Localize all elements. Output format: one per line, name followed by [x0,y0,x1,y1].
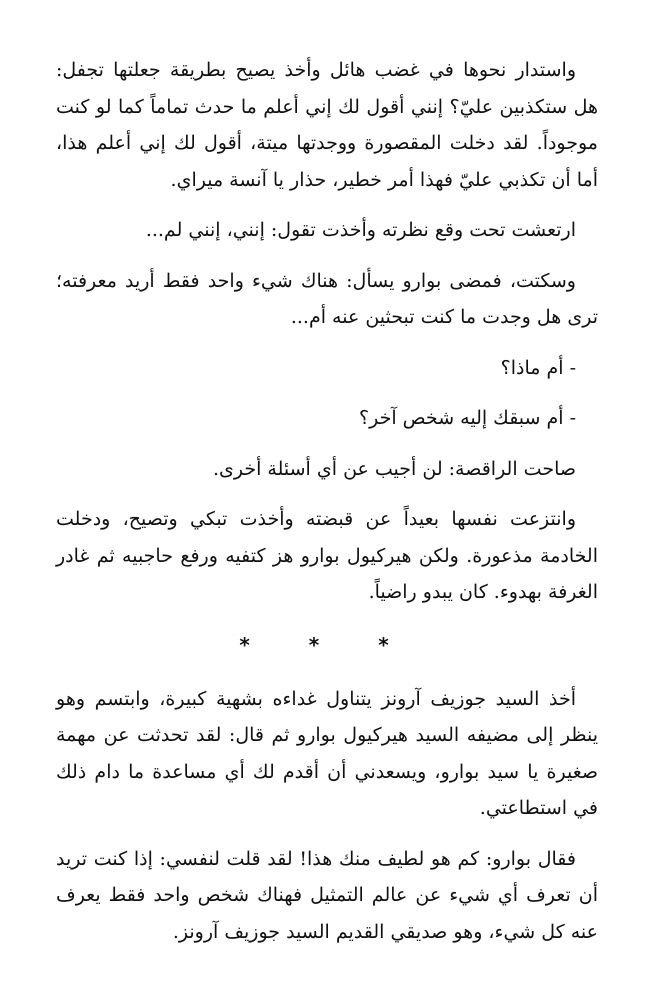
paragraph-she-trembled: ارتعشت تحت وقع نظرته وأخذت تقول: إنني، إنني لم... [145,219,576,241]
paragraph-poirot-replies: فقال بوارو: كم هو لطيف منك هذا! لقد قلت لنفسي: إذا كنت تريد أن تعرف أي شيء عن عالم التمثيل فهناك شخص واحد فقط يعرف عنه كل شيء، وهو صديقي القديم السيد جوزيف آرونز. [56,847,598,943]
paragraph-aarons-lunch: أخذ السيد جوزيف آرونز يتناول غداءه بشهية كبيرة، وابتسم وهو ينظر إلى مضيفه السيد هيركيول بوارو ثم قال: لقد تحدثت عن مهمة صغيرة يا سيد بوارو، ويسعدني أن أقدم لك أي مساعدة ما دام ذلك في استطاعتي. [56,687,598,819]
section-separator: * * * [239,632,415,657]
dialogue-or-what: - أم ماذا؟ [500,356,576,379]
book-page [56,52,598,964]
paragraph-poirot-asks: وسكتت، فمضى بوارو يسأل: هناك شيء واحد فقط أريد معرفته؛ ترى هل وجدت ما كنت تبحثين عنه أم... [56,269,598,328]
paragraph-poirot-accuses: واستدار نحوها في غضب هائل وأخذ يصيح بطريقة جعلتها تجفل: هل ستكذبين عليّ؟ إنني أقول لك إني أعلم ما حدث تماماً كما لو كنت موجوداً. لقد دخلت المقصورة ووجدتها ميتة، أقول لك إني أعلم هذا، أما أن تكذبي عليّ فهذا أمر خطير، حذار يا آنسة ميراي. [56,59,598,191]
paragraph-she-pulled-away: وانتزعت نفسها بعيداً عن قبضته وأخذت تبكي وتصيح، ودخلت الخادمة مذعورة. ولكن هيركيول بوارو هز كتفيه ورفع حاجبيه ثم غادر الغرفة بهدوء. كان يبدو راضياً. [56,508,598,603]
paragraph-dancer-shouts: صاحت الراقصة: لن أجيب عن أي أسئلة أخرى. [212,457,576,480]
dialogue-someone-else: - أم سبقك إليه شخص آخر؟ [359,407,576,429]
